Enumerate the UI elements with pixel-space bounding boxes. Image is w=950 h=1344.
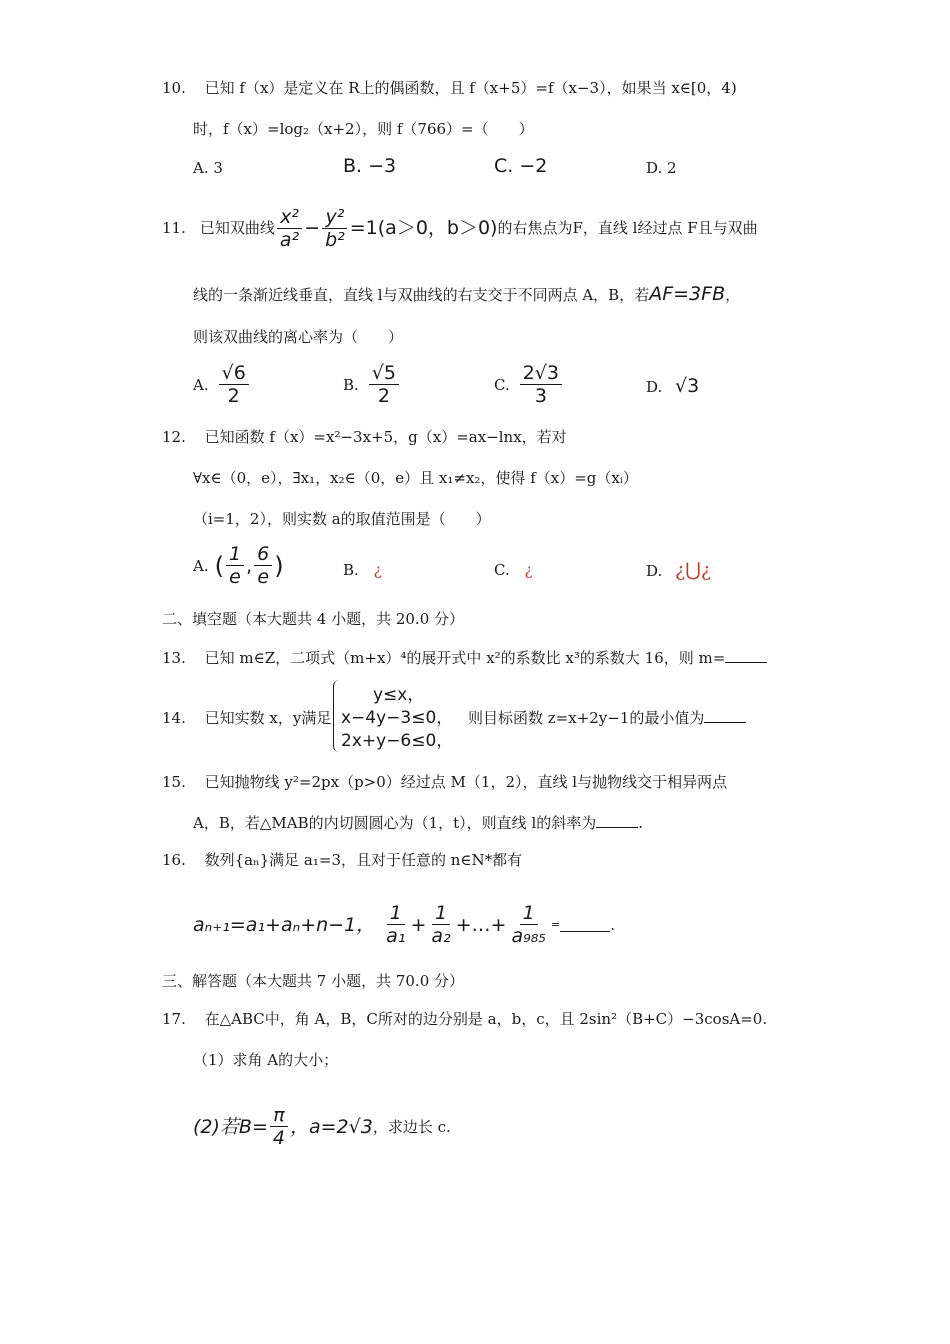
option-d: D. √3 [646, 375, 700, 397]
question-12 [162, 427, 567, 447]
question-text: 数列{aₙ}满足 a₁=3，且对于任意的 n∈N*都有 [204, 851, 523, 869]
question-14-post: 则目标函数 z=x+2y−1的最小值为 [468, 708, 746, 728]
question-number: 15. [162, 773, 186, 791]
question-text: 已知实数 x，y满足 [204, 709, 332, 727]
question-number: 17. [162, 1010, 186, 1028]
question-number: 14. [162, 709, 186, 727]
question-17-part1: （1）求角 A的大小； [193, 1051, 339, 1069]
constraint-2: x−4y−3≤0， [341, 708, 454, 728]
option-a: A. 3 [193, 159, 223, 177]
fraction-x2-a2: $\frac{\text{x²}}{\text{a²}}$ [277, 206, 302, 251]
question-number: 11. [162, 219, 186, 237]
answer-blank[interactable] [560, 917, 610, 932]
question-text: 已知双曲线 [199, 219, 275, 237]
question-text: 已知 f（x）是定义在 R上的偶函数，且 f（x+5）=f（x−3），如果当 x∈[0，4) [204, 79, 737, 97]
constraint-3: 2x+y−6≤0， [341, 731, 454, 751]
option-b: B. $\frac{√5}{2}$ [343, 362, 401, 407]
option-a: A. ( $\frac{1}{e}$ , $\frac{6}{e}$ ) [193, 543, 284, 588]
question-number: 12. [162, 428, 186, 446]
question-16 [162, 850, 522, 870]
option-c: C. $\frac{2√3}{3}$ [494, 362, 564, 407]
question-13 [162, 648, 767, 668]
question-11-line2: 线的一条渐近线垂直，直线 l与双曲线的右支交于不同两点 A，B，若AF=3FB， [193, 283, 741, 305]
question-15-line2: A，B，若△MAB的内切圆圆心为（1，t），则直线 l的斜率为 . [193, 814, 644, 832]
question-text: 已知抛物线 y²=2px（p>0）经过点 M（1，2），直线 l与抛物线交于相异两点 [204, 773, 728, 791]
answer-blank[interactable] [704, 708, 746, 723]
option-d: D. ¿⋃¿ [646, 559, 712, 581]
question-12-line2: ∀x∈（0，e），∃x₁，x₂∈（0，e）且 x₁≠x₂，使得 f（x）=g（xᵢ） [193, 469, 638, 487]
option-d: D. 2 [646, 159, 677, 177]
question-17 [162, 1009, 767, 1029]
question-number: 16. [162, 851, 186, 869]
section-heading-solutions: 三、解答题（本大题共 7 小题，共 70.0 分） [162, 972, 465, 990]
question-16-formula: aₙ₊₁=a₁+aₙ+n−1， $\frac{1}{\text{a₁}}$ + $\frac{1}{\text{a₂}}$ +…+ $\frac{1}{\text{a₉₈₅}}$ = . [193, 902, 615, 947]
section-heading-fill-in: 二、填空题（本大题共 4 小题，共 20.0 分） [162, 610, 465, 628]
question-text: 已知 m∈Z，二项式（m+x）⁴的展开式中 x²的系数比 x³的系数大 16，则 m= [204, 649, 726, 667]
option-a: A. $\frac{√6}{2}$ [193, 362, 251, 407]
fraction-y2-b2: $\frac{\text{y²}}{\text{b²}}$ [322, 206, 348, 251]
question-15 [162, 772, 727, 792]
question-number: 13. [162, 649, 186, 667]
question-10-line2: 时，f（x）=log₂（x+2），则 f（766）=（ ） [193, 120, 534, 138]
constraint-1: y≤x， [373, 685, 425, 705]
question-text: 已知函数 f（x）=x²−3x+5，g（x）=ax−lnx，若对 [204, 428, 567, 446]
question-11-line3: 则该双曲线的离心率为（ ） [193, 328, 404, 346]
question-12-line3: （i=1，2），则实数 a的取值范围是（ ） [193, 510, 491, 528]
answer-blank[interactable] [596, 813, 638, 828]
question-11: 11. 已知双曲线 $\frac{\text{x²}}{\text{a²}}$ − $\frac{\text{y²}}{\text{b²}}$ =1(a＞0，b＞0) 的右焦点为F，直线 l经过点 F且与双曲 [162, 202, 758, 254]
question-17-part2: (2)若B= $\frac{\pi}{4}$ ，a=2√3 ，求边长 c. [193, 1104, 451, 1149]
question-number: 10. [162, 79, 186, 97]
question-text: 在△ABC中，角 A，B，C所对的边分别是 a，b，c，且 2sin²（B+C）−3cosA=0. [204, 1010, 768, 1028]
option-c: C. ¿ [494, 561, 533, 579]
option-b: B. −3 [343, 155, 397, 177]
option-c: C. −2 [494, 155, 548, 177]
answer-blank[interactable] [725, 648, 767, 663]
option-b: B. ¿ [343, 561, 382, 579]
question-14 [162, 708, 331, 728]
question-10 [162, 78, 737, 98]
